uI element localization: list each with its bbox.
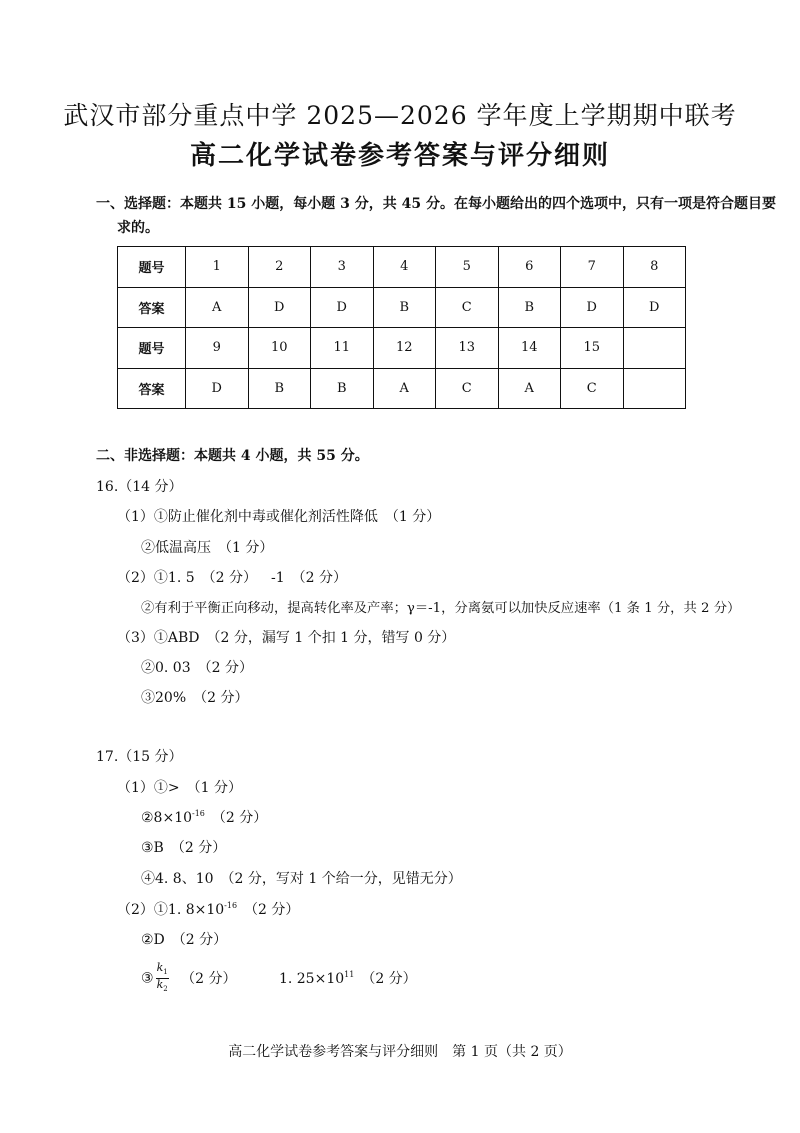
- q17-part2-item3-prefix: ③: [141, 970, 154, 987]
- table-cell: C: [436, 287, 499, 328]
- table-cell: D: [561, 287, 624, 328]
- table-cell: 3: [311, 247, 374, 288]
- table-cell: D: [311, 287, 374, 328]
- row-label-answer: 答案: [118, 368, 186, 409]
- table-row-numbers-1: [118, 247, 686, 288]
- q17-part1-item2-score: （2 分）: [204, 810, 268, 826]
- table-row-answers-2: [118, 368, 686, 409]
- table-cell: B: [248, 368, 311, 409]
- rate-constant-fraction: [156, 962, 169, 995]
- table-cell: 14: [498, 328, 561, 369]
- q17-header: 17.（15 分）: [96, 749, 183, 765]
- exam-title: 武汉市部分重点中学 2025—2026 学年度上学期期中联考: [63, 101, 737, 130]
- page-footer: 高二化学试卷参考答案与评分细则 第 1 页（共 2 页）: [228, 1044, 572, 1060]
- row-label-answer: 答案: [118, 287, 186, 328]
- q16-part3-item2: ②0. 03 （2 分）: [141, 660, 253, 676]
- q17-part1-item2: [141, 807, 267, 827]
- q17-part1-item2-base: ②8×10: [141, 810, 193, 826]
- q16-part1-item1: （1）①防止催化剂中毒或催化剂活性降低 （1 分）: [117, 509, 441, 525]
- table-cell: A: [186, 287, 249, 328]
- q17-part2-item1-exponent: -16: [224, 901, 238, 910]
- q17-part1-item3: ③B （2 分）: [141, 840, 227, 856]
- q16-part3-item3: ③20% （2 分）: [141, 690, 249, 706]
- table-cell: D: [623, 287, 686, 328]
- section1-intro-line2: 求的。: [117, 220, 159, 236]
- table-cell: 10: [248, 328, 311, 369]
- table-cell: B: [373, 287, 436, 328]
- q17-part2-item3-value: [279, 971, 417, 987]
- q17-part2-item3-score: （2 分）: [181, 970, 237, 987]
- table-cell: 15: [561, 328, 624, 369]
- table-cell: [623, 328, 686, 369]
- answer-table: [117, 246, 686, 409]
- q16-part2-item1-second: -1 （2 分）: [271, 570, 347, 586]
- document-title: 高二化学试卷参考答案与评分细则: [189, 141, 610, 171]
- table-cell: 6: [498, 247, 561, 288]
- table-cell: D: [186, 368, 249, 409]
- q16-header: 16.（14 分）: [96, 479, 183, 495]
- table-cell: B: [311, 368, 374, 409]
- fraction-numerator: k: [156, 961, 164, 974]
- table-row-numbers-2: [118, 328, 686, 369]
- table-cell: 8: [623, 247, 686, 288]
- table-cell: 7: [561, 247, 624, 288]
- table-cell: 2: [248, 247, 311, 288]
- fraction-numerator-subscript: 1: [163, 968, 168, 977]
- q17-part2-item1-base: （2）①1. 8×10: [117, 902, 225, 918]
- section1-intro-line1: 一、选择题：本题共 15 小题，每小题 3 分，共 45 分。在每小题给出的四个选项中，只有一项是符合题目要: [96, 196, 776, 212]
- q17-part2-item3-value-base: 1. 25×10: [278, 970, 345, 987]
- q16-part2-item2: ②有利于平衡正向移动，提高转化率及产率；γ＝-1，分离氨可以加快反应速率（1 条 1 分，共 2 分）: [141, 601, 741, 616]
- q17-part2-item2: ②D （2 分）: [141, 932, 228, 948]
- q17-part1-item1: （1）①> （1 分）: [117, 780, 242, 796]
- q16-part2-item1: （2）①1. 5 （2 分）: [117, 570, 257, 586]
- q17-part2-item3: [141, 962, 417, 995]
- table-cell: 5: [436, 247, 499, 288]
- table-cell: A: [498, 368, 561, 409]
- fraction-denominator-subscript: 2: [163, 985, 168, 994]
- q16-part1-item2: ②低温高压 （1 分）: [141, 540, 274, 556]
- table-cell: A: [373, 368, 436, 409]
- table-cell: 1: [186, 247, 249, 288]
- table-cell: [623, 368, 686, 409]
- table-cell: 13: [436, 328, 499, 369]
- q17-part2-item3-value-exponent: 11: [344, 969, 355, 979]
- q17-part1-item4: ④4. 8、10 （2 分，写对 1 个给一分，见错无分）: [141, 871, 462, 887]
- table-row-answers-1: [118, 287, 686, 328]
- section2-intro: 二、非选择题：本题共 4 小题，共 55 分。: [96, 448, 369, 464]
- table-cell: 9: [186, 328, 249, 369]
- table-cell: 11: [311, 328, 374, 369]
- q17-part2-item3-value-score: （2 分）: [354, 970, 417, 987]
- table-cell: B: [498, 287, 561, 328]
- q16-part3-item1: （3）①ABD （2 分，漏写 1 个扣 1 分，错写 0 分）: [117, 630, 456, 646]
- table-cell: C: [561, 368, 624, 409]
- q17-part2-item1-score: （2 分）: [237, 902, 300, 918]
- fraction-denominator: k: [156, 978, 164, 992]
- row-label-number: 题号: [118, 328, 186, 369]
- q17-part1-item2-exponent: -16: [192, 809, 205, 818]
- table-cell: C: [436, 368, 499, 409]
- q17-part2-item1: [117, 899, 299, 919]
- table-cell: D: [248, 287, 311, 328]
- table-cell: 4: [373, 247, 436, 288]
- row-label-number: 题号: [118, 247, 186, 288]
- table-cell: 12: [373, 328, 436, 369]
